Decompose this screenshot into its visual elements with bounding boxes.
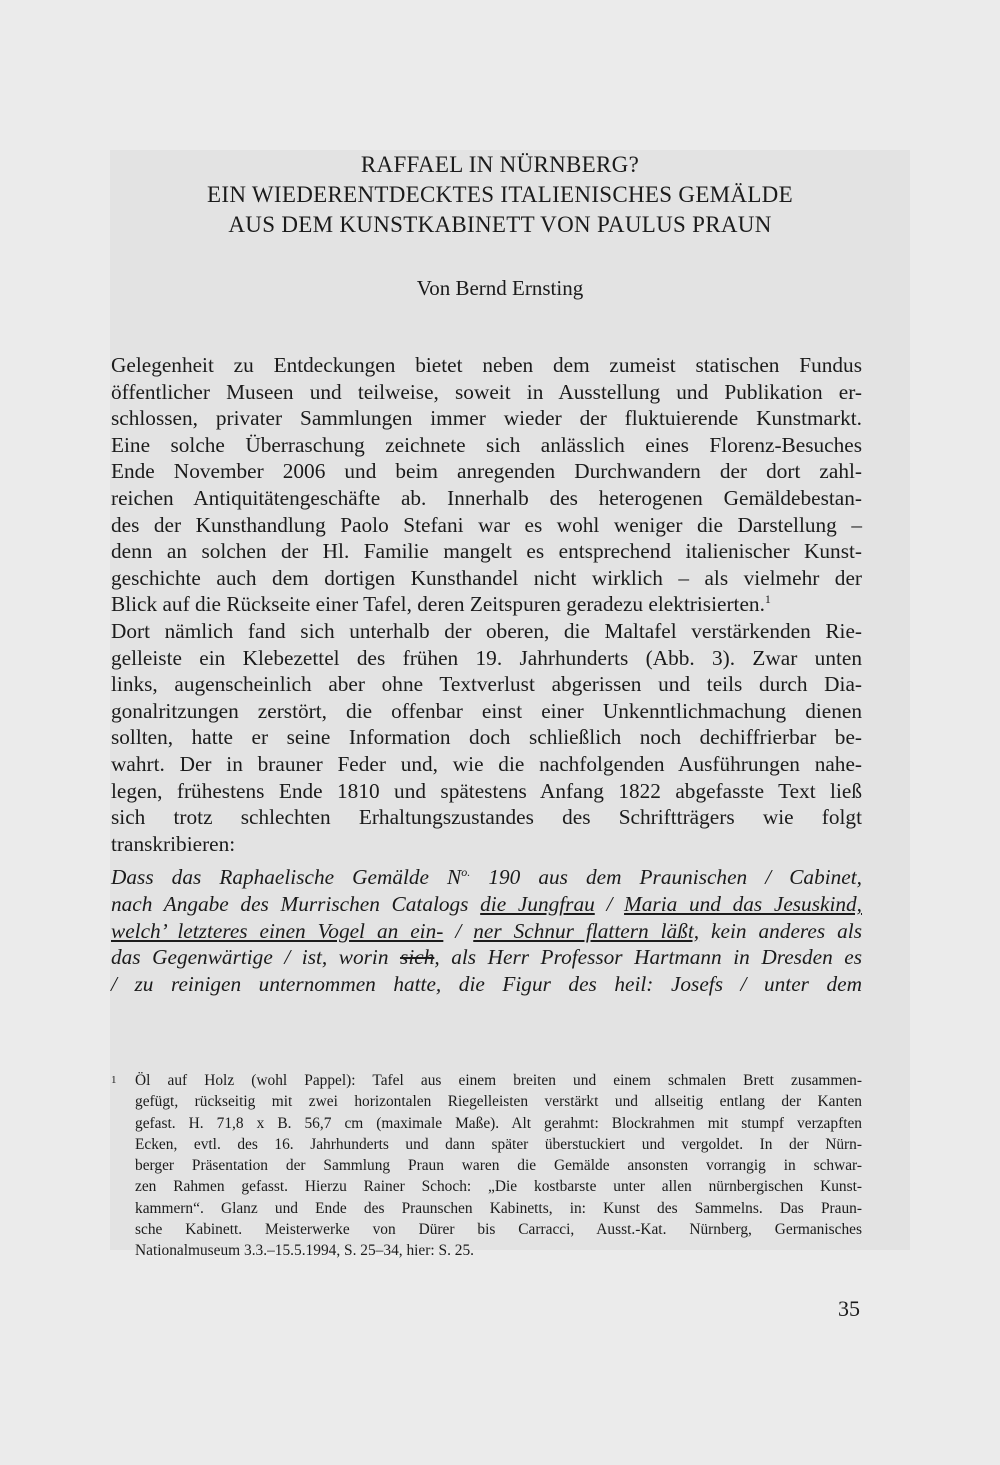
footnote-line: gefügt, rückseitig mit zwei horizontalen Riegelleisten verstärkt und allseitig entlang der Kanten xyxy=(135,1093,862,1111)
footnote-section xyxy=(111,1070,862,1262)
quote-superscript: o. xyxy=(461,865,471,880)
text-line-content: Blick auf die Rückseite einer Tafel, deren Zeitspuren geradezu elektrisierten. xyxy=(111,592,765,617)
quote-line xyxy=(111,891,862,918)
quote-text: 190 aus dem Praunischen / Cabinet, xyxy=(470,865,862,890)
text-line: reichen Antiquitätengeschäfte ab. Innerhalb des heterogenen Gemäldebestan- xyxy=(111,485,862,510)
footnote-number: 1 xyxy=(111,1074,117,1086)
text-line: Gelegenheit zu Entdeckungen bietet neben dem zumeist statischen Fundus xyxy=(111,353,862,377)
text-line: legen, frühestens Ende 1810 und spätestens Anfang 1822 abgefasste Text ließ xyxy=(111,778,862,803)
footnote-line: Ecken, evtl. des 16. Jahrhunderts und dann später überstuckiert und vergoldet. In der Nürn- xyxy=(135,1135,862,1153)
quote-text: nach Angabe des Murrischen Catalogs xyxy=(111,891,481,916)
text-line: denn an solchen der Hl. Familie mangelt es entsprechend italienischer Kunst- xyxy=(111,539,862,564)
paragraph-1 xyxy=(111,352,862,618)
page-number: 35 xyxy=(838,1296,860,1321)
footnote-marker[interactable]: 1 xyxy=(764,592,771,607)
footnote-line: Nationalmuseum 3.3.–15.5.1994, S. 25–34, hier: S. 25. xyxy=(135,1242,475,1260)
quote-struck: sich xyxy=(400,945,435,970)
transcription-quote xyxy=(111,859,862,997)
text-line: Dort nämlich fand sich unterhalb der oberen, die Maltafel verstärkenden Rie- xyxy=(111,618,862,643)
quote-underlined: die Jungfrau xyxy=(480,891,595,916)
text-line: des der Kunsthandlung Paolo Stefani war es wohl weniger die Darstellung – xyxy=(111,512,862,537)
title-line: EIN WIEDERENTDECKTES ITALIENISCHES GEMÄLDE xyxy=(207,182,793,207)
footnote-line: Öl auf Holz (wohl Pappel): Tafel aus einem breiten und einem schmalen Brett zusammen- xyxy=(135,1072,862,1089)
footnote-line: berger Präsentation der Sammlung Praun waren die Gemälde ansonsten vorrangig in schwar- xyxy=(135,1157,862,1175)
quote-text: / xyxy=(594,891,625,916)
text-line: schlossen, privater Sammlungen immer wieder der fluktuierende Kunstmarkt. xyxy=(111,406,862,431)
title-line: RAFFAEL IN NÜRNBERG? xyxy=(360,152,640,177)
text-line: sich trotz schlechten Erhaltungszustandes des Schriftträgers wie folgt xyxy=(111,805,862,830)
footnote-text xyxy=(135,1070,862,1262)
quote-underlined: Maria und das Jesuskind, xyxy=(624,891,862,916)
text-line: links, augenscheinlich aber ohne Textverlust abgerissen und teils durch Dia- xyxy=(111,672,862,697)
quote-text: kein anderes als xyxy=(699,918,862,943)
title-line: AUS DEM KUNSTKABINETT VON PAULUS PRAUN xyxy=(228,212,772,237)
text-line: gelleiste ein Klebezettel des frühen 19. Jahrhunderts (Abb. 3). Zwar unten xyxy=(111,645,862,670)
footnote-line: kammern“. Glanz und Ende des Praunschen Kabinetts, in: Kunst des Sammelns. Das Praun- xyxy=(135,1199,862,1217)
quote-line: / zu reinigen unternommen hatte, die Figur des heil: Josefs / unter dem xyxy=(111,971,862,996)
text-line: gonalritzungen zerstört, die offenbar einst einer Unkenntlichmachung dienen xyxy=(111,698,862,723)
quote-text: das Gegenwärtige / ist, worin xyxy=(111,945,401,970)
quote-underlined: ner Schnur flattern läßt, xyxy=(473,918,700,943)
text-line: Eine solche Überraschung zeichnete sich anlässlich eines Florenz-Besuches xyxy=(111,432,862,457)
author-byline: Von Bernd Ernsting xyxy=(416,276,584,300)
article-title xyxy=(110,150,890,240)
text-line: Ende November 2006 und beim anregenden Durchwandern der dort zahl- xyxy=(111,459,862,484)
text-line xyxy=(111,591,862,618)
quote-line xyxy=(111,859,862,891)
quote-underlined: welch’ letzteres einen Vogel an ein- xyxy=(111,918,444,943)
text-line: öffentlicher Museen und teilweise, soweit in Ausstellung und Publikation er- xyxy=(111,379,862,404)
body-text xyxy=(111,352,862,997)
text-line: transkribieren: xyxy=(111,831,236,856)
quote-text: , als Herr Professor Hartmann in Dresden es xyxy=(434,945,862,970)
quote-text: Dass das Raphaelische Gemälde N xyxy=(111,865,462,890)
quote-line xyxy=(111,944,862,971)
footnote-line: gefast. H. 71,8 x B. 56,7 cm (maximale Maße). Alt gerahmt: Blockrahmen mit stumpf verzapften xyxy=(135,1114,862,1132)
text-line: geschichte auch dem dortigen Kunsthandel nicht wirklich – als vielmehr der xyxy=(111,565,862,590)
quote-text: / xyxy=(443,918,474,943)
paragraph-2 xyxy=(111,618,862,857)
footnote-line: sche Kabinett. Meisterwerke von Dürer bis Carracci, Ausst.-Kat. Nürnberg, Germanisches xyxy=(135,1221,862,1239)
text-line: sollten, hatte er seine Information doch schließlich noch dechiffrierbar be- xyxy=(111,725,862,750)
footnote-line: zen Rahmen gefasst. Hierzu Rainer Schoch: „Die kostbarste unter allen nürnbergischen Kunst- xyxy=(135,1178,862,1196)
text-line: wahrt. Der in brauner Feder und, wie die nachfolgenden Ausführungen nahe- xyxy=(111,751,862,776)
quote-line xyxy=(111,918,862,945)
